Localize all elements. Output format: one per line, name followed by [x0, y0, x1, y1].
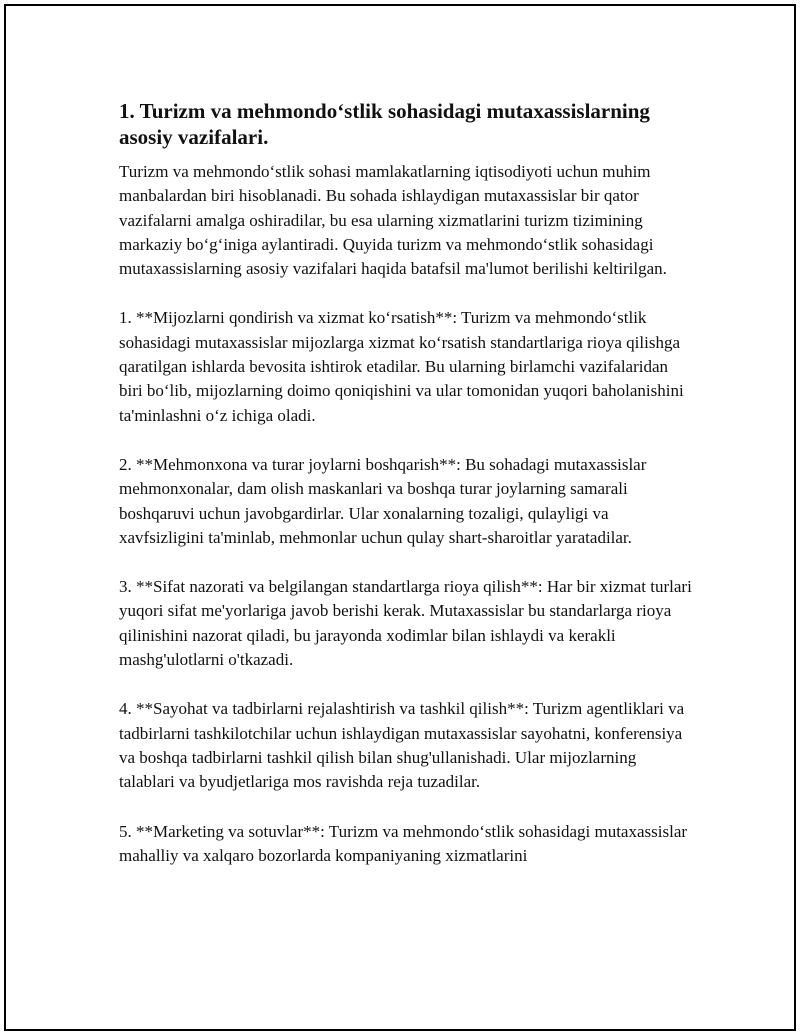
- document-body: [119, 98, 694, 893]
- document-page: [4, 4, 796, 1031]
- paragraph-item-5: 5. **Marketing va sotuvlar**: Turizm va mehmondo‘stlik sohasidagi mutaxassislar mahalliy va xalqaro bozorlarda kompaniyaning xizmatlarini: [119, 821, 688, 865]
- paragraph-item-2: 2. **Mehmonxona va turar joylarni boshqarish**: Bu sohadagi mutaxassislar mehmonxonalar, dam olish maskanlari va boshqa turar joylarning samarali boshqaruvi uchun javobgardirlar. Ular xonalarning tozaligi, qulayligi va xavfsizligini ta'minlab, mehmonlar uchun qulay shart-sharoitlar yaratadilar.: [119, 454, 647, 547]
- paragraph-item-3: 3. **Sifat nazorati va belgilangan standartlarga rioya qilish**: Har bir xizmat turlari yuqori sifat me'yorlariga javob berishi kerak. Mutaxassislar bu standarlarga rioya qilinishini nazorat qiladi, bu jarayonda xodimlar bilan ishlaydi va kerakli mashg'ulotlarni o'tkazadi.: [119, 577, 692, 670]
- intro-paragraph: Turizm va mehmondo‘stlik sohasi mamlakatlarning iqtisodiyoti uchun muhim manbalardan biri hisoblanadi. Bu sohada ishlaydigan mutaxassislar bir qator vazifalarni amalga oshiradilar, bu esa ularning xizmatlarini turizm tizimining markaziy bo‘g‘iniga aylantiradi. Quyida turizm va mehmondo‘stlik sohasidagi mutaxassislarning asosiy vazifalari haqida batafsil ma'lumot berilishi keltirilgan.: [119, 162, 667, 279]
- paragraph-item-1: 1. **Mijozlarni qondirish va xizmat ko‘rsatish**: Turizm va mehmondo‘stlik sohasidagi mutaxassislar mijozlarga xizmat ko‘rsatish standartlariga rioya qilishga qaratilgan ishlarda bevosita ishtirok etadilar. Bu ularning birlamchi vazifalaridan biri bo‘lib, mijozlarning doimo qoniqishini va ular tomonidan yuqori baholanishini ta'minlashni o‘z ichiga oladi.: [119, 308, 684, 425]
- section-heading: 1. Turizm va mehmondo‘stlik sohasidagi mutaxassislarning asosiy vazifalari.: [119, 99, 650, 149]
- paragraph-item-4: 4. **Sayohat va tadbirlarni rejalashtirish va tashkil qilish**: Turizm agentliklari va tadbirlarni tashkilotchilar uchun ishlaydigan mutaxassislar sayohatni, konferensiya va boshqa tadbirlarni tashkil qilish bilan shug'ullanishadi. Ular mijozlarning talablari va byudjetlariga mos ravishda reja tuzadilar.: [119, 699, 685, 792]
